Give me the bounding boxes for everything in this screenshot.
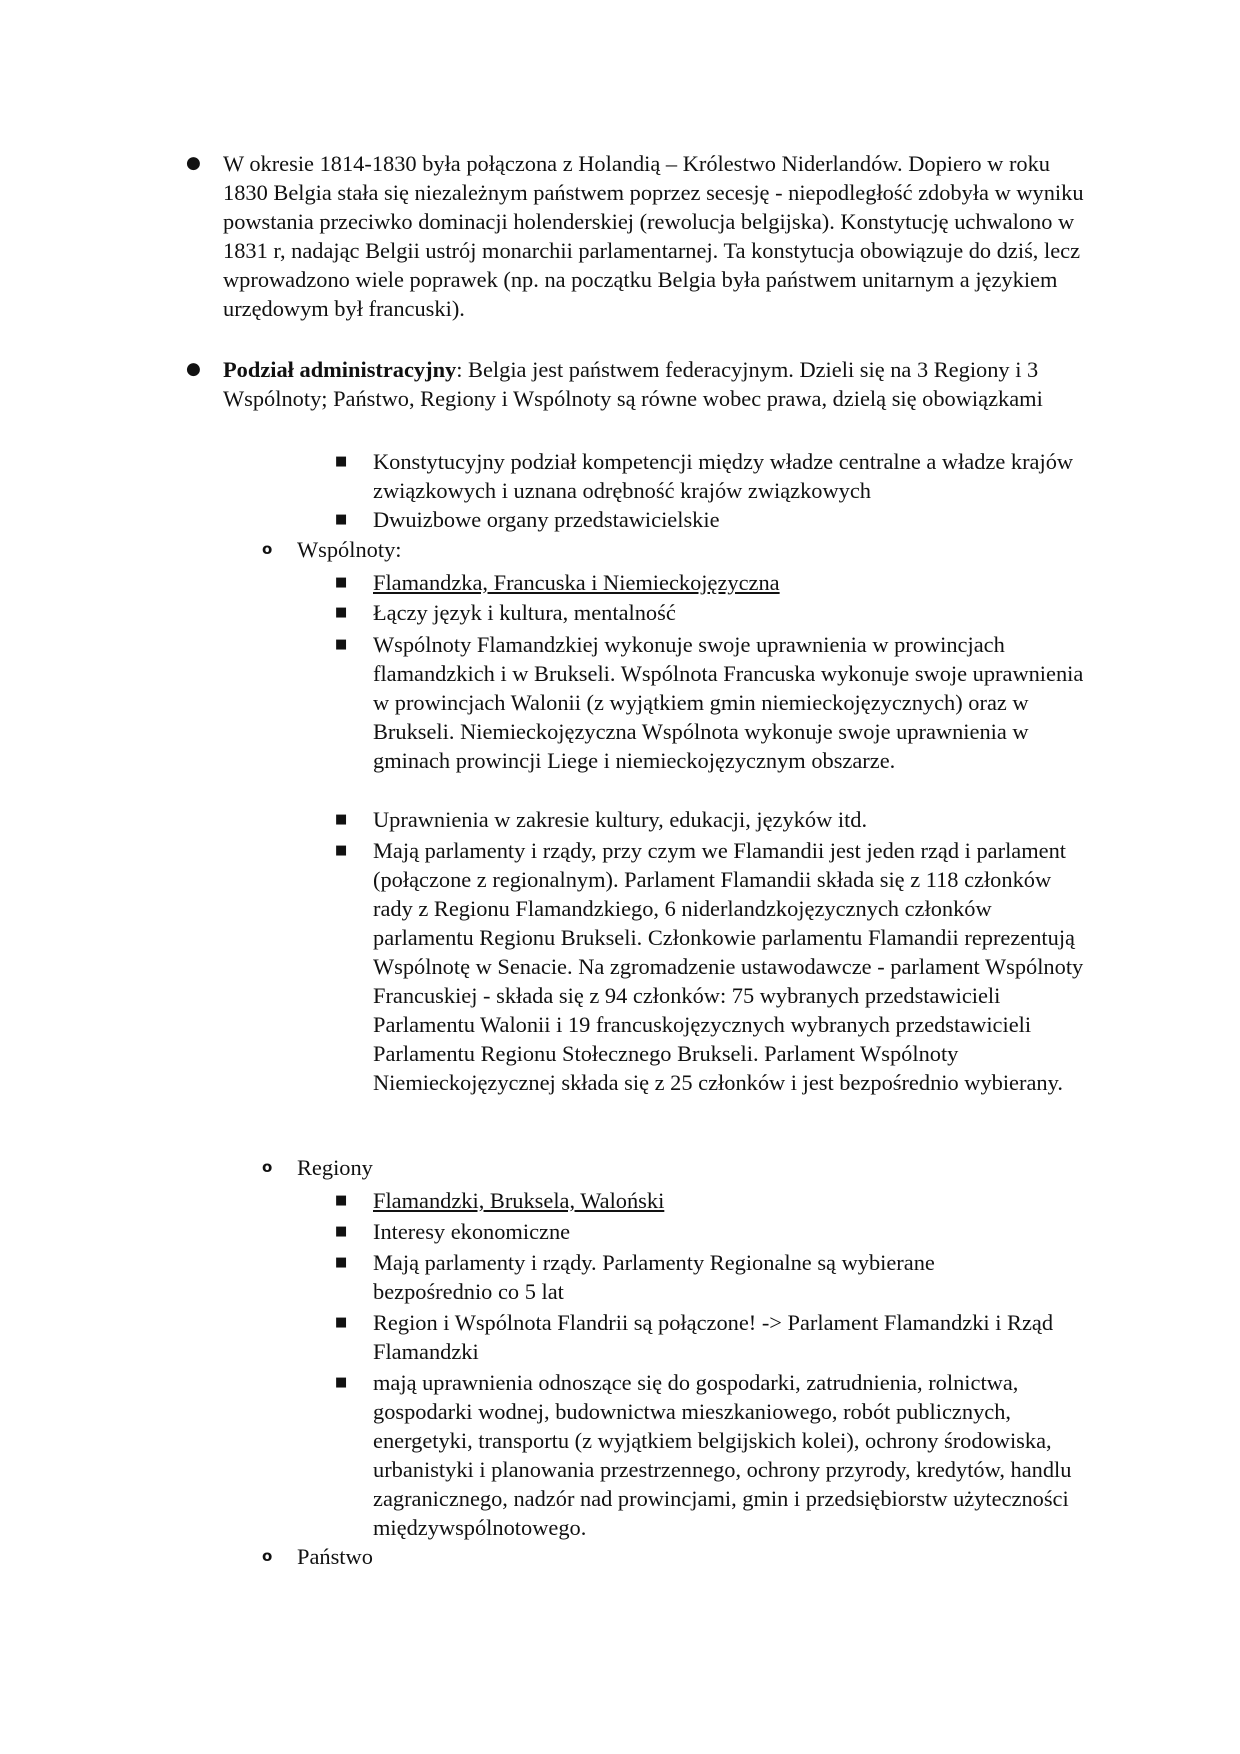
wspolnoty-point: Wspólnoty Flamandzkiej wykonuje swoje uprawnienia w prowincjach flamandzkich i w Brukseli. Wspólnota Francuska wykonuje swoje uprawnienia w prowincjach Walonii (z wyjątkiem gmin niemieckojęzycznych) oraz w Brukseli. Niemieckojęzyczna Wspólnota wykonuje swoje uprawnienia w gminach prowincji Liege i niemieckojęzycznym obszarze. (373, 632, 1084, 773)
paragraph-administrative-division (223, 355, 1093, 413)
square-bullet-icon: ■ (335, 605, 348, 620)
wspolnoty-point: Mają parlamenty i rządy, przy czym we Flamandii jest jeden rząd i parlament (połączone z regionalnym). Parlament Flamandii składa się z 118 członków rady z Regionu Flamandzkiego, 6 niderlandzkojęzycznych członków parlamentu Regionu Brukseli. Członkowie parlamentu Flamandii reprezentują Wspólnotę w Senacie. Na zgromadzenie ustawodawcze - parlament Wspólnoty Francuskiej - składa się z 94 członków: 75 wybranych przedstawicieli Parlamentu Walonii i 19 francuskojęzycznych wybranych przedstawicieli Parlamentu Regionu Stołecznego Brukseli. Parlament Wspólnoty Niemieckojęzycznej składa się z 25 członków i jest bezpośrednio wybierany. (373, 838, 1084, 1095)
general-point: Dwuizbowe organy przedstawicielskie (373, 507, 720, 532)
heading-regiony: Regiony (297, 1155, 373, 1180)
circle-bullet-icon: o (262, 540, 273, 558)
square-bullet-icon: ■ (335, 843, 348, 858)
square-bullet-icon: ■ (335, 637, 348, 652)
history-text: W okresie 1814-1830 była połączona z Holandią – Królestwo Niderlandów. Dopiero w roku 1830 Belgia stała się niezależnym państwem poprzez secesję - niepodległość zdobyła w wyniku powstania przeciwko dominacji holenderskiej (rewolucja belgijska). Konstytucję uchwalono w 1831 r, nadając Belgii ustrój monarchii parlamentarnej. Ta konstytucja obowiązuje do dziś, lecz wprowadzono wiele poprawek (np. na początku Belgia była państwem unitarnym a językiem urzędowym był francuski). (223, 151, 1084, 321)
administrative-text: : Belgia jest państwem federacyjnym. Dzieli się na 3 Regiony i 3 Wspólnoty; Państwo, Regiony i Wspólnoty są równe wobec prawa, dzielą się obowiązkami (223, 357, 1043, 411)
wspolnoty-point: Łączy język i kultura, mentalność (373, 600, 676, 625)
circle-bullet-icon: o (262, 1158, 273, 1176)
square-bullet-icon: ■ (335, 1255, 348, 1270)
square-bullet-icon: ■ (335, 1315, 348, 1330)
regiony-point: mają uprawnienia odnoszące się do gospodarki, zatrudnienia, rolnictwa, gospodarki wodnej, budownictwa mieszkaniowego, robót publicznych, energetyki, transportu (z wyjątkiem belgijskich kolei), ochrony środowiska, urbanistyki i planowania przestrzennego, ochrony przyrody, kredytów, handlu zagranicznego, nadzór nad prowincjami, gmin i przedsiębiorstw użyteczności międzywspólnotowego. (373, 1370, 1072, 1540)
square-bullet-icon: ■ (335, 575, 348, 590)
general-point: Konstytucyjny podział kompetencji między władze centralne a władze krajów związkowych i uznana odrębność krajów związkowych (373, 449, 1074, 503)
bold-heading: Podział administracyjny (223, 357, 457, 382)
square-bullet-icon: ■ (335, 1375, 348, 1390)
regiony-point: Region i Wspólnota Flandrii są połączone! -> Parlament Flamandzki i Rząd Flamandzki (373, 1310, 1054, 1364)
paragraph-history (223, 149, 1085, 323)
heading-wspolnoty: Wspólnoty: (297, 537, 402, 562)
wspolnoty-point: Uprawnienia w zakresie kultury, edukacji, języków itd. (373, 807, 868, 832)
regiony-point: Flamandzki, Bruksela, Waloński (373, 1188, 665, 1213)
regiony-point: Interesy ekonomiczne (373, 1219, 571, 1244)
square-bullet-icon: ■ (335, 1193, 348, 1208)
bullet-dot-icon: ● (186, 359, 201, 379)
square-bullet-icon: ■ (335, 512, 348, 527)
bullet-dot-icon: ● (186, 153, 201, 173)
square-bullet-icon: ■ (335, 454, 348, 469)
circle-bullet-icon: o (262, 1547, 273, 1565)
regiony-point: Mają parlamenty i rządy. Parlamenty Regionalne są wybierane bezpośrednio co 5 lat (373, 1250, 935, 1304)
square-bullet-icon: ■ (335, 1224, 348, 1239)
heading-panstwo: Państwo (297, 1544, 373, 1569)
square-bullet-icon: ■ (335, 812, 348, 827)
wspolnoty-point: Flamandzka, Francuska i Niemieckojęzyczna (373, 570, 780, 595)
